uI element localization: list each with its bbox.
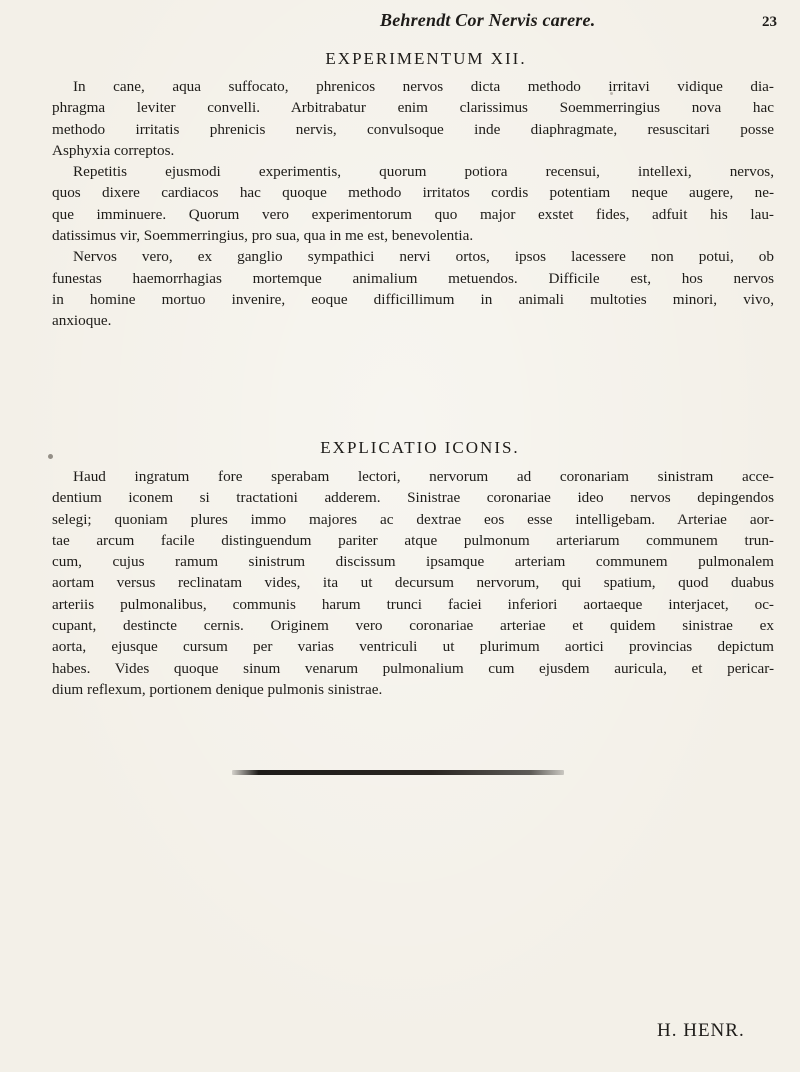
text-line: datissimus vir, Soemmerringius, pro sua, qua in me est, benevolentia. [52, 227, 474, 245]
ink-speck [48, 454, 53, 459]
text-line: quos dixere cardiacos hac quoque methodo irritatos cordis potentiam neque augere, ne- [52, 184, 774, 202]
text-line: Asphyxia correptos. [52, 141, 175, 159]
ink-speck [610, 92, 613, 95]
text-line: In cane, aqua suffocato, phrenicos nervos dicta methodo irritavi vidique dia- [73, 78, 774, 95]
text-line: Repetitis ejusmodi experimentis, quorum potiora recensui, intellexi, nervos, [73, 163, 774, 181]
text-line: cum, cujus ramum sinistrum discissum ipsamque arteriam communem pulmonalem [52, 553, 774, 571]
experiment-title: EXPERIMENTUM XII. [325, 49, 527, 68]
running-head: Behrendt Cor Nervis carere. [380, 10, 596, 30]
text-line: que imminuere. Quorum vero experimentorum quo major exstet fides, adfuit his lau- [52, 205, 774, 223]
text-line: selegi; quoniam plures immo majores ac dextrae eos esse intelligebam. Arteriae aor- [52, 510, 774, 528]
text-line: anxioque. [52, 312, 112, 330]
text-line: Haud ingratum fore sperabam lectori, nervorum ad coronariam sinistram acce- [73, 468, 774, 485]
text-line: dium reflexum, portionem denique pulmonis sinistrae. [52, 680, 383, 698]
text-line: in homine mortuo invenire, eoque difficillimum in animali multoties minori, vivo, [52, 290, 774, 308]
text-line: cupant, destincte cernis. Originem vero coronariae arteriae et quidem sinistrae ex [52, 617, 774, 635]
text-line: aorta, ejusque cursum per varias ventriculi ut plurimum aortici provincias depictum [52, 638, 774, 656]
text-line: arteriis pulmonalibus, communis harum trunci faciei inferiori aortaeque interjacet, oc- [52, 595, 774, 613]
explication-title: EXPLICATIO ICONIS. [320, 438, 520, 457]
explication-body [52, 466, 774, 700]
text-line: habes. Vides quoque sinum venarum pulmonalium cum ejusdem auricula, et pericar- [52, 659, 774, 677]
text-line: dentium iconem si tractationi adderem. Sinistrae coronariae ideo nervos depingendos [52, 489, 774, 507]
signature: H. HENR. [657, 1020, 745, 1041]
text-line: Nervos vero, ex ganglio sympathici nervi ortos, ipsos lacessere non potui, ob [73, 248, 774, 266]
text-line: phragma leviter convelli. Arbitrabatur enim clarissimus Soemmerringius nova hac [52, 99, 774, 117]
page-number: 23 [762, 14, 777, 30]
text-line: funestas haemorrhagias mortemque animalium metuendos. Difficile est, hos nervos [52, 269, 774, 287]
text-line: tae arcum facile distinguendum pariter atque pulmonum arteriarum communem trun- [52, 531, 774, 549]
experiment-body [52, 76, 774, 332]
text-line: methodo irritatis phrenicis nervis, convulsoque inde diaphragmate, resuscitari posse [52, 120, 774, 138]
text-line: aortam versus reclinatam vides, ita ut decursum nervorum, qui spatium, quod duabus [52, 574, 774, 592]
separator-rule [232, 770, 564, 775]
